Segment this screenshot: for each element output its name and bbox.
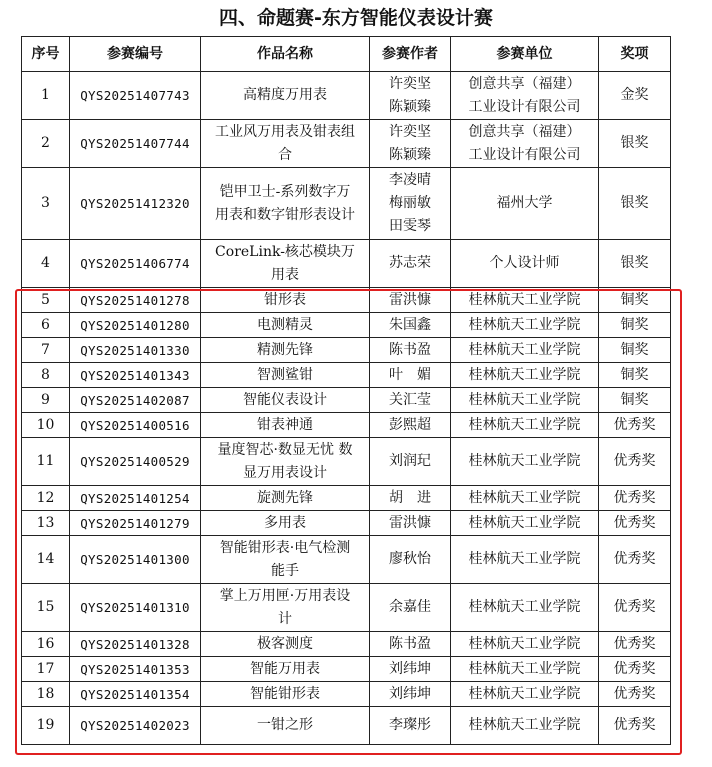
- entry-code: QYS20251407743: [70, 72, 201, 120]
- author-names-line: 陈书盈: [389, 635, 431, 652]
- award: 优秀奖: [599, 682, 671, 707]
- entry-code: QYS20251401330: [70, 338, 201, 363]
- work-name-line: 量度智芯·数显无忧 数: [217, 441, 353, 458]
- row-number: 4: [22, 240, 70, 288]
- entry-code: QYS20251400516: [70, 413, 201, 438]
- author-names: [370, 388, 451, 413]
- award: 优秀奖: [599, 536, 671, 584]
- entry-code: QYS20251401354: [70, 682, 201, 707]
- row-number: 8: [22, 363, 70, 388]
- author-names-line: 关汇莹: [389, 391, 431, 408]
- table-row: [22, 438, 671, 486]
- header-author: 参赛作者: [370, 37, 451, 72]
- work-name-line: 能手: [271, 562, 299, 579]
- participant-unit: [451, 584, 599, 632]
- work-name-line: 智能钳形表: [250, 685, 320, 702]
- header-number: 序号: [22, 37, 70, 72]
- entry-code: QYS20251401280: [70, 313, 201, 338]
- participant-unit-line: 桂林航天工业学院: [468, 717, 581, 733]
- work-name: [201, 338, 370, 363]
- results-table: [21, 36, 671, 745]
- author-names: [370, 657, 451, 682]
- table-row: [22, 240, 671, 288]
- participant-unit-line: 桂林航天工业学院: [468, 316, 581, 333]
- entry-code: QYS20251401353: [70, 657, 201, 682]
- entry-code: QYS20251402087: [70, 388, 201, 413]
- author-names-line: 刘纬坤: [389, 685, 431, 702]
- participant-unit-line: 创意共享（福建）: [468, 123, 581, 140]
- participant-unit: [451, 120, 599, 168]
- row-number: 3: [22, 168, 70, 240]
- row-number: 9: [22, 388, 70, 413]
- row-number: 17: [22, 657, 70, 682]
- row-number: 16: [22, 632, 70, 657]
- entry-code: QYS20251402023: [70, 707, 201, 745]
- work-name: [201, 168, 370, 240]
- participant-unit: [451, 413, 599, 438]
- participant-unit-line: 桂林航天工业学院: [468, 489, 581, 506]
- award: 铜奖: [599, 388, 671, 413]
- award: 金奖: [599, 72, 671, 120]
- entry-code: QYS20251401278: [70, 288, 201, 313]
- work-name-line: 智测鲨钳: [257, 366, 313, 383]
- participant-unit-line: 桂林航天工业学院: [468, 291, 581, 308]
- award: 优秀奖: [599, 438, 671, 486]
- table-row: [22, 584, 671, 632]
- table-row: [22, 413, 671, 438]
- table-row: [22, 536, 671, 584]
- award: 优秀奖: [599, 657, 671, 682]
- author-names-line: 雷洪慷: [389, 291, 431, 308]
- work-name-line: 铠甲卫士-系列数字万: [219, 183, 351, 200]
- table-row: [22, 288, 671, 313]
- author-names: [370, 240, 451, 288]
- award: 优秀奖: [599, 632, 671, 657]
- author-names-line: 李凌晴: [389, 172, 431, 188]
- work-name-line: 合: [278, 146, 292, 163]
- entry-code: QYS20251400529: [70, 438, 201, 486]
- work-name-line: 用表: [271, 266, 299, 283]
- table-row: [22, 657, 671, 682]
- participant-unit-line: 桂林航天工业学院: [468, 341, 581, 358]
- row-number: 5: [22, 288, 70, 313]
- header-award: 奖项: [599, 37, 671, 72]
- author-names-line: 刘润玘: [389, 453, 431, 469]
- author-names-line: 胡 进: [389, 489, 431, 506]
- table-row: [22, 707, 671, 745]
- author-names-line: 余嘉佳: [389, 599, 431, 615]
- work-name-line: 一钳之形: [257, 717, 313, 733]
- row-number: 1: [22, 72, 70, 120]
- author-names-line: 叶 媚: [389, 366, 431, 383]
- author-names-line: 彭熙超: [389, 416, 431, 433]
- work-name: [201, 72, 370, 120]
- award: 银奖: [599, 120, 671, 168]
- participant-unit-line: 工业设计有限公司: [468, 146, 581, 163]
- work-name: [201, 313, 370, 338]
- participant-unit: [451, 536, 599, 584]
- table-row: [22, 682, 671, 707]
- table-row: [22, 388, 671, 413]
- row-number: 13: [22, 511, 70, 536]
- author-names: [370, 584, 451, 632]
- author-names: [370, 486, 451, 511]
- work-name-line: 用表和数字钳形表设计: [215, 206, 355, 223]
- participant-unit-line: 桂林航天工业学院: [468, 366, 581, 383]
- header-entry-code: 参赛编号: [70, 37, 201, 72]
- participant-unit-line: 桂林航天工业学院: [468, 551, 581, 567]
- work-name-line: 极客测度: [257, 635, 313, 652]
- participant-unit: [451, 240, 599, 288]
- work-name: [201, 536, 370, 584]
- author-names: [370, 707, 451, 745]
- participant-unit-line: 个人设计师: [489, 255, 560, 271]
- work-name-line: 多用表: [264, 514, 306, 531]
- work-name-line: 钳形表: [264, 291, 306, 308]
- table-header-row: [22, 37, 671, 72]
- work-name: [201, 438, 370, 486]
- work-name: [201, 657, 370, 682]
- participant-unit-line: 桂林航天工业学院: [468, 391, 581, 408]
- participant-unit-line: 桂林航天工业学院: [468, 635, 581, 652]
- author-names: [370, 682, 451, 707]
- entry-code: QYS20251406774: [70, 240, 201, 288]
- work-name: [201, 682, 370, 707]
- author-names: [370, 288, 451, 313]
- table-row: [22, 168, 671, 240]
- participant-unit: [451, 682, 599, 707]
- work-name: [201, 584, 370, 632]
- award: 优秀奖: [599, 486, 671, 511]
- page-title: 四、命题赛-东方智能仪表设计赛: [219, 7, 493, 29]
- author-names: [370, 536, 451, 584]
- author-names-line: 陈颖臻: [389, 98, 431, 115]
- work-name-line: 工业风万用表及钳表组: [215, 123, 355, 140]
- table-row: [22, 486, 671, 511]
- author-names-line: 朱国鑫: [389, 316, 431, 333]
- row-number: 12: [22, 486, 70, 511]
- work-name: [201, 363, 370, 388]
- award: 优秀奖: [599, 413, 671, 438]
- work-name: [201, 707, 370, 745]
- author-names-line: 刘纬坤: [389, 660, 431, 677]
- author-names: [370, 120, 451, 168]
- row-number: 11: [22, 438, 70, 486]
- header-unit: 参赛单位: [451, 37, 599, 72]
- participant-unit-line: 桂林航天工业学院: [468, 453, 581, 469]
- author-names: [370, 338, 451, 363]
- award: 铜奖: [599, 288, 671, 313]
- row-number: 10: [22, 413, 70, 438]
- work-name: [201, 413, 370, 438]
- participant-unit: [451, 486, 599, 511]
- participant-unit-line: 桂林航天工业学院: [468, 599, 581, 615]
- author-names-line: 梅丽敏: [389, 195, 431, 211]
- work-name-line: 计: [278, 610, 292, 627]
- award: 优秀奖: [599, 707, 671, 745]
- work-name-line: 智能钳形表·电气检测: [219, 539, 351, 556]
- author-names: [370, 313, 451, 338]
- table-row: [22, 120, 671, 168]
- work-name-line: 高精度万用表: [243, 87, 327, 103]
- participant-unit: [451, 363, 599, 388]
- participant-unit-line: 桂林航天工业学院: [468, 685, 581, 702]
- row-number: 18: [22, 682, 70, 707]
- header-work-name: 作品名称: [201, 37, 370, 72]
- table-row: [22, 632, 671, 657]
- author-names: [370, 363, 451, 388]
- work-name-line: 显万用表设计: [243, 464, 327, 481]
- work-name: [201, 486, 370, 511]
- work-name-line: 掌上万用匣·万用表设: [219, 587, 351, 604]
- author-names-line: 陈颖臻: [389, 146, 431, 163]
- award: 铜奖: [599, 363, 671, 388]
- participant-unit: [451, 632, 599, 657]
- table-row: [22, 313, 671, 338]
- participant-unit: [451, 288, 599, 313]
- row-number: 14: [22, 536, 70, 584]
- entry-code: QYS20251407744: [70, 120, 201, 168]
- award: 铜奖: [599, 313, 671, 338]
- author-names-line: 廖秋怡: [389, 551, 431, 567]
- work-name-line: 智能万用表: [250, 660, 320, 677]
- award: 优秀奖: [599, 511, 671, 536]
- row-number: 7: [22, 338, 70, 363]
- participant-unit: [451, 388, 599, 413]
- table-row: [22, 338, 671, 363]
- row-number: 15: [22, 584, 70, 632]
- participant-unit-line: 桂林航天工业学院: [468, 416, 581, 433]
- work-name-line: 智能仪表设计: [243, 391, 327, 408]
- author-names: [370, 438, 451, 486]
- table-row: [22, 363, 671, 388]
- participant-unit: [451, 511, 599, 536]
- row-number: 2: [22, 120, 70, 168]
- participant-unit: [451, 72, 599, 120]
- author-names-line: 陈书盈: [389, 341, 431, 358]
- row-number: 6: [22, 313, 70, 338]
- work-name-line: 旋测先锋: [257, 489, 313, 506]
- work-name-line: 钳表神通: [257, 416, 313, 433]
- participant-unit: [451, 438, 599, 486]
- participant-unit: [451, 707, 599, 745]
- author-names: [370, 413, 451, 438]
- participant-unit-line: 福州大学: [496, 195, 553, 211]
- work-name: [201, 632, 370, 657]
- work-name: [201, 388, 370, 413]
- participant-unit: [451, 168, 599, 240]
- work-name: [201, 288, 370, 313]
- participant-unit: [451, 313, 599, 338]
- author-names: [370, 72, 451, 120]
- award: 银奖: [599, 240, 671, 288]
- row-number: 19: [22, 707, 70, 745]
- entry-code: QYS20251401328: [70, 632, 201, 657]
- author-names-line: 李璨彤: [389, 717, 431, 733]
- table-row: [22, 72, 671, 120]
- author-names: [370, 168, 451, 240]
- participant-unit-line: 创意共享（福建）: [468, 75, 581, 92]
- work-name: [201, 511, 370, 536]
- work-name-line: 电测精灵: [257, 316, 313, 333]
- participant-unit-line: 桂林航天工业学院: [468, 660, 581, 677]
- author-names-line: 雷洪慷: [389, 514, 431, 531]
- award: 铜奖: [599, 338, 671, 363]
- award: 优秀奖: [599, 584, 671, 632]
- author-names-line: 苏志荣: [389, 255, 431, 271]
- work-name: [201, 120, 370, 168]
- participant-unit: [451, 657, 599, 682]
- author-names-line: 许奕坚: [389, 123, 431, 140]
- entry-code: QYS20251401343: [70, 363, 201, 388]
- entry-code: QYS20251401300: [70, 536, 201, 584]
- author-names-line: 田雯琴: [389, 218, 431, 234]
- author-names-line: 许奕坚: [389, 75, 431, 92]
- work-name: [201, 240, 370, 288]
- entry-code: QYS20251401310: [70, 584, 201, 632]
- work-name-line: 精测先锋: [257, 341, 313, 358]
- author-names: [370, 632, 451, 657]
- entry-code: QYS20251401279: [70, 511, 201, 536]
- entry-code: QYS20251412320: [70, 168, 201, 240]
- participant-unit-line: 工业设计有限公司: [468, 98, 581, 115]
- participant-unit: [451, 338, 599, 363]
- author-names: [370, 511, 451, 536]
- entry-code: QYS20251401254: [70, 486, 201, 511]
- table-row: [22, 511, 671, 536]
- work-name-line: CoreLink-核芯模块万: [215, 243, 355, 260]
- award: 银奖: [599, 168, 671, 240]
- participant-unit-line: 桂林航天工业学院: [468, 514, 581, 531]
